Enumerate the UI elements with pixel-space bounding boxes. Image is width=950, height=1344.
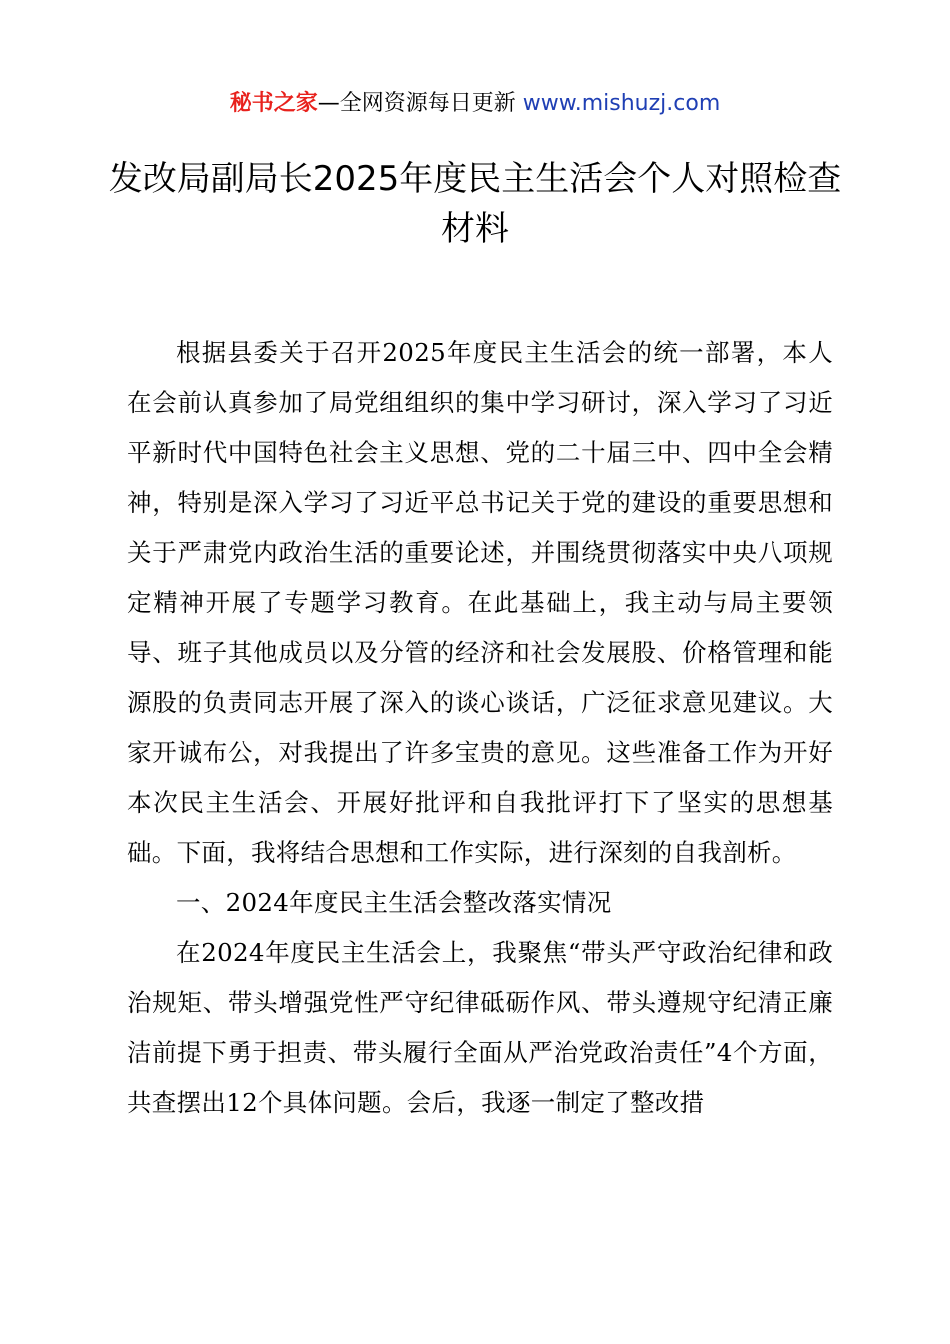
site-url[interactable]: www.mishuzj.com <box>522 91 721 116</box>
document-body <box>127 328 833 1128</box>
body-paragraph: 在2024年度民主生活会上，我聚焦“带头严守政治纪律和政治规矩、带头增强党性严守纪律砥砺作风、带头遵规守纪清正廉洁前提下勇于担责、带头履行全面从严治党政治责任”4个方面，共查摆出12个具体问题。会后，我逐一制定了整改措 <box>127 938 833 1117</box>
intro-paragraph: 根据县委关于召开2025年度民主生活会的统一部署，本人在会前认真参加了局党组组织的集中学习研讨，深入学习了习近平新时代中国特色社会主义思想、党的二十届三中、四中全会精神，特别是深入学习了习近平总书记关于党的建设的重要思想和关于严肃党内政治生活的重要论述，并围绕贯彻落实中央八项规定精神开展了专题学习教育。在此基础上，我主动与局主要领导、班子其他成员以及分管的经济和社会发展股、价格管理和能源股的负责同志开展了深入的谈心谈话，广泛征求意见建议。大家开诚布公，对我提出了许多宝贵的意见。这些准备工作为开好本次民主生活会、开展好批评和自我批评打下了坚实的思想基础。下面，我将结合思想和工作实际，进行深刻的自我剖析。 <box>127 338 833 867</box>
site-brand: 秘书之家 <box>229 91 318 116</box>
document-title: 发改局副局长2025年度民主生活会个人对照检查材料 <box>108 159 842 249</box>
site-banner <box>0 88 950 120</box>
section-heading: 一、2024年度民主生活会整改落实情况 <box>176 888 612 917</box>
site-slogan: —全网资源每日更新 <box>317 91 523 116</box>
